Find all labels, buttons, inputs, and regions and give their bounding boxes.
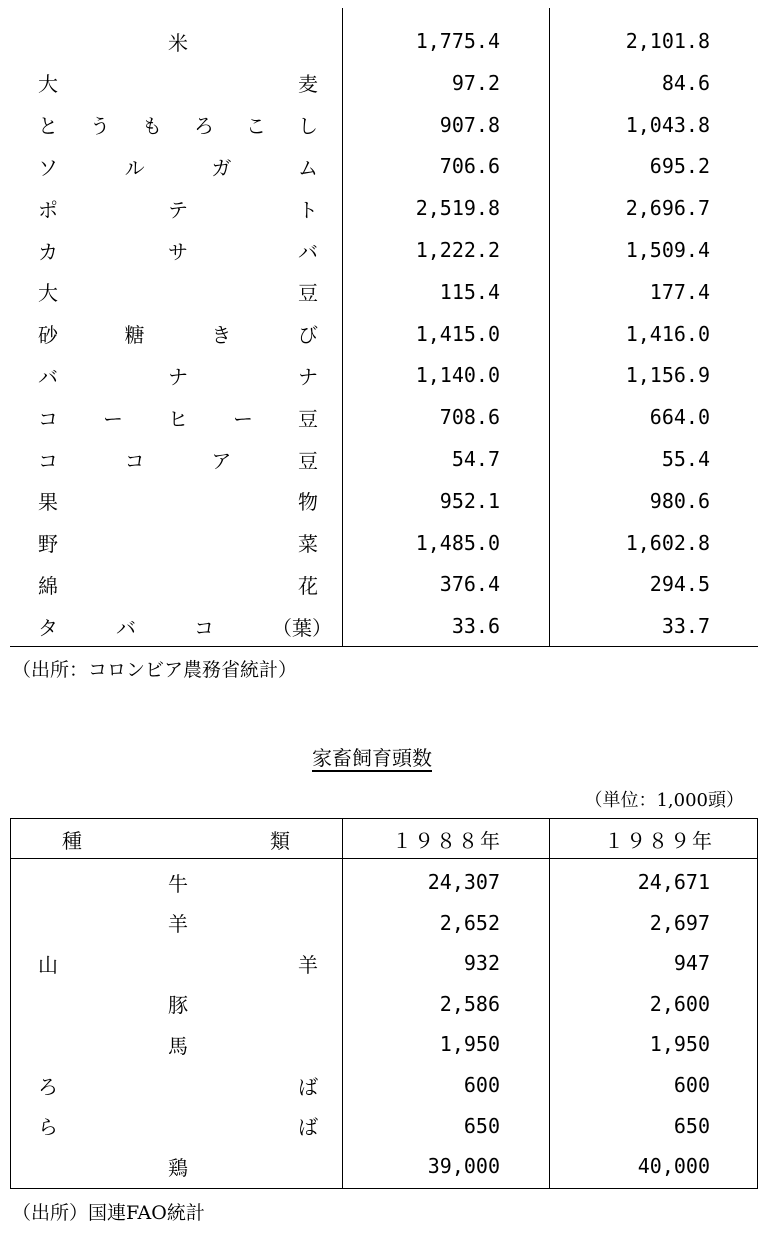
crop-value-col2: 1,415.0 <box>415 321 500 346</box>
livestock-item-name: 山 羊 <box>38 952 318 977</box>
crop-row <box>0 21 768 61</box>
livestock-value-col3: 2,600 <box>649 991 710 1016</box>
table2-header-border <box>10 858 758 859</box>
crop-value-col3: 1,602.8 <box>625 530 710 555</box>
crop-row <box>0 63 768 103</box>
crop-value-col2: 376.4 <box>439 572 500 597</box>
livestock-row <box>0 984 768 1024</box>
crop-item-name: 果 物 <box>38 490 318 515</box>
crop-item-name: 米 <box>168 30 188 55</box>
crop-value-col2: 708.6 <box>439 405 500 430</box>
livestock-item-name: 鶏 <box>168 1155 188 1180</box>
crop-item-name: コ コ ア 豆 <box>38 448 318 473</box>
livestock-value-col2: 1,950 <box>439 1032 500 1057</box>
livestock-value-col3: 650 <box>673 1113 710 1138</box>
livestock-value-col3: 40,000 <box>637 1154 710 1179</box>
crop-item-name: カ サ バ <box>38 239 318 264</box>
crop-item-name: バ ナ ナ <box>38 364 318 389</box>
livestock-row <box>0 1106 768 1146</box>
crop-item-name: ソ ル ガ ム <box>38 155 318 180</box>
livestock-value-col3: 2,697 <box>649 910 710 935</box>
livestock-item-name: ろ ば <box>38 1074 318 1099</box>
crop-value-col2: 706.6 <box>439 154 500 179</box>
crop-item-name: と う も ろ こ し <box>38 114 318 139</box>
crop-item-name: 大 豆 <box>38 281 318 306</box>
crop-value-col3: 33.7 <box>661 614 710 639</box>
crop-row <box>0 564 768 604</box>
livestock-value-col2: 2,586 <box>439 991 500 1016</box>
crop-value-col2: 115.4 <box>439 279 500 304</box>
crop-value-col3: 2,101.8 <box>625 29 710 53</box>
livestock-row <box>0 903 768 943</box>
livestock-item-name: 豚 <box>168 993 188 1018</box>
crop-value-col3: 980.6 <box>649 488 710 513</box>
livestock-value-col2: 650 <box>463 1113 500 1138</box>
livestock-item-name: ら ば <box>38 1115 318 1140</box>
header-kind-b: 類 <box>270 828 290 853</box>
table2-bottom-border <box>10 1188 758 1189</box>
crop-row <box>0 397 768 437</box>
crop-value-col3: 1,043.8 <box>625 112 710 137</box>
crop-row <box>0 606 768 646</box>
livestock-row <box>0 943 768 983</box>
unit-note: （単位：1,000頭） <box>584 790 744 811</box>
livestock-value-col3: 600 <box>673 1073 710 1097</box>
crop-value-col3: 294.5 <box>649 572 710 597</box>
crop-value-col2: 1,775.4 <box>415 29 500 53</box>
crop-value-col2: 1,485.0 <box>415 530 500 555</box>
crop-value-col2: 97.2 <box>451 70 500 95</box>
crop-row <box>0 355 768 395</box>
livestock-row <box>0 1146 768 1186</box>
crop-row <box>0 188 768 228</box>
crop-item-name: 大 麦 <box>38 72 318 97</box>
crop-row <box>0 523 768 563</box>
crop-row <box>0 230 768 270</box>
crop-value-col3: 1,509.4 <box>625 238 710 262</box>
crop-value-col3: 664.0 <box>649 405 710 430</box>
livestock-value-col3: 24,671 <box>637 870 710 894</box>
livestock-item-name: 羊 <box>168 912 188 937</box>
table2-source-note: （出所）国連FAO統計 <box>12 1202 205 1224</box>
livestock-table-title: 家畜飼育頭数 <box>312 746 432 770</box>
crop-row <box>0 314 768 354</box>
crop-value-col2: 1,140.0 <box>415 363 500 388</box>
livestock-row <box>0 862 768 902</box>
crop-value-col3: 695.2 <box>649 154 710 179</box>
crop-value-col3: 2,696.7 <box>625 196 710 221</box>
crop-value-col2: 952.1 <box>439 488 500 513</box>
crop-value-col2: 2,519.8 <box>415 196 500 221</box>
crop-value-col2: 907.8 <box>439 112 500 137</box>
crop-item-name: コ ー ヒ ー 豆 <box>38 406 318 431</box>
crop-item-name: ポ テ ト <box>38 197 318 222</box>
header-kind-a: 種 <box>62 828 82 853</box>
table2-top-border <box>10 818 758 819</box>
livestock-value-col2: 24,307 <box>427 870 500 894</box>
livestock-row <box>0 1065 768 1105</box>
crop-value-col2: 33.6 <box>451 614 500 639</box>
crop-value-col3: 1,156.9 <box>625 363 710 388</box>
crop-row <box>0 481 768 521</box>
crop-row <box>0 439 768 479</box>
crop-item-name: 綿 花 <box>38 573 318 598</box>
livestock-value-col2: 2,652 <box>439 910 500 935</box>
header-1989: １９８９年 <box>604 828 714 853</box>
crop-value-col3: 1,416.0 <box>625 321 710 346</box>
crop-row <box>0 105 768 145</box>
crop-row <box>0 146 768 186</box>
livestock-value-col3: 947 <box>673 951 710 976</box>
crop-row <box>0 272 768 312</box>
crop-item-name: 野 菜 <box>38 532 318 557</box>
crop-value-col2: 1,222.2 <box>415 238 500 262</box>
crop-value-col3: 84.6 <box>661 70 710 95</box>
livestock-value-col2: 39,000 <box>427 1154 500 1179</box>
crop-value-col3: 55.4 <box>661 447 710 471</box>
table1-source-note: （出所：コロンビア農務省統計） <box>12 659 298 681</box>
header-1988: １９８８年 <box>392 828 502 853</box>
crop-item-name: タ バ コ （葉） <box>38 615 332 640</box>
crop-value-col2: 54.7 <box>451 447 500 471</box>
crop-item-name: 砂 糖 き び <box>38 323 318 348</box>
crop-value-col3: 177.4 <box>649 279 710 304</box>
livestock-row <box>0 1024 768 1064</box>
livestock-item-name: 牛 <box>168 871 188 896</box>
livestock-value-col3: 1,950 <box>649 1032 710 1057</box>
livestock-item-name: 馬 <box>168 1033 188 1058</box>
livestock-value-col2: 932 <box>463 951 500 976</box>
livestock-value-col2: 600 <box>463 1073 500 1097</box>
